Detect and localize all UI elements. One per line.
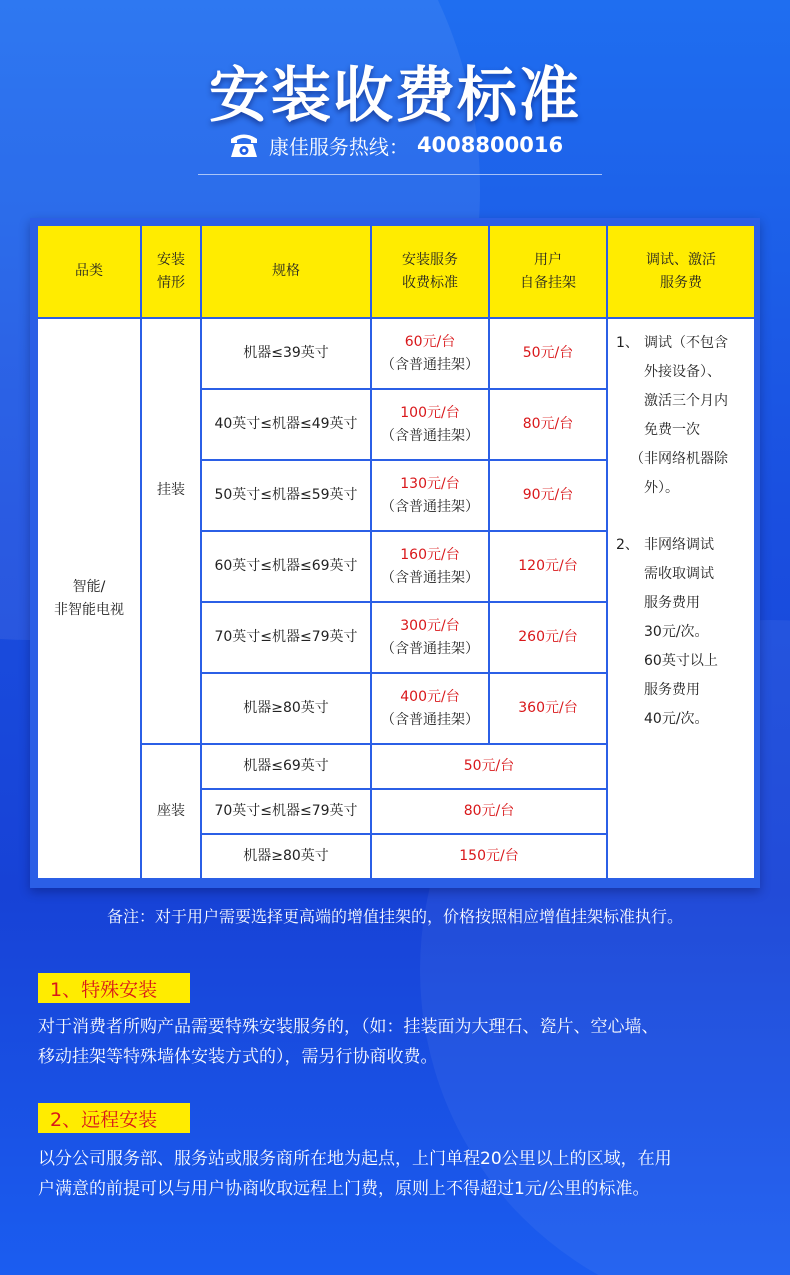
own-bracket-cell: 50元/台	[489, 318, 607, 389]
header-fee: 安装服务 收费标准	[371, 225, 489, 318]
spec-cell: 70英寸≤机器≤79英寸	[201, 789, 371, 834]
header-category: 品类	[37, 225, 141, 318]
section-tag-special-install: 1、特殊安装	[38, 973, 190, 1003]
remark-note: 备注：对于用户需要选择更高端的增值挂架的，价格按照相应增值挂架标准执行。	[106, 907, 683, 926]
spec-cell: 50英寸≤机器≤59英寸	[201, 460, 371, 531]
fee-cell: 60元/台 （含普通挂架）	[371, 318, 489, 389]
hotline-label: 康佳服务热线：	[268, 134, 409, 159]
fee-cell: 150元/台	[371, 834, 607, 879]
section-tag-remote-install: 2、远程安装	[38, 1103, 190, 1133]
spec-cell: 机器≥80英寸	[201, 834, 371, 879]
own-bracket-cell: 360元/台	[489, 673, 607, 744]
table-header-row	[37, 225, 755, 318]
fee-cell: 300元/台 （含普通挂架）	[371, 602, 489, 673]
section-text-remote-install: 以分公司服务部、服务站或服务商所在地为起点，上门单程20公里以上的区域，在用 户满意的前提可以与用户协商收取远程上门费，原则上不得超过1元/公里的标准。	[38, 1149, 672, 1199]
own-bracket-cell: 80元/台	[489, 389, 607, 460]
fee-table	[36, 224, 756, 880]
spec-cell: 60英寸≤机器≤69英寸	[201, 531, 371, 602]
seat-mount-cell: 座装	[141, 744, 201, 879]
fee-cell: 100元/台 （含普通挂架）	[371, 389, 489, 460]
own-bracket-cell: 90元/台	[489, 460, 607, 531]
header-debug-fee: 调试、激活 服务费	[607, 225, 755, 318]
note-item: 2、 非网络调试 需收取调试 服务费用 30元/次。 60英寸以上 服务费用 40元/次。	[616, 537, 718, 727]
fee-cell: 80元/台	[371, 789, 607, 834]
fee-cell: 400元/台 （含普通挂架）	[371, 673, 489, 744]
spec-cell: 机器≤39英寸	[201, 318, 371, 389]
header-divider	[198, 174, 602, 175]
fee-cell: 130元/台 （含普通挂架）	[371, 460, 489, 531]
page-title: 安装收费标准	[209, 61, 581, 131]
telephone-icon	[227, 128, 261, 162]
header-install-type: 安装 情形	[141, 225, 201, 318]
section-text-special-install: 对于消费者所购产品需要特殊安装服务的，（如：挂装面为大理石、瓷片、空心墙、 移动挂架等特殊墙体安装方式的），需另行协商收费。	[38, 1017, 659, 1067]
header-spec: 规格	[201, 225, 371, 318]
table-row	[37, 318, 755, 389]
fee-table-frame	[30, 218, 760, 888]
debug-notes-cell: 1、 调试（不包含 外接设备）、 激活三个月内 免费一次 （非网络机器除 外）。 2、 非网络调试 需收取调试 服务费用 30元/次。 60英寸以上 服务费用 40元/次。	[607, 318, 755, 879]
note-item: 1、 调试（不包含 外接设备）、 激活三个月内 免费一次	[616, 335, 728, 438]
wall-mount-cell: 挂装	[141, 318, 201, 744]
header	[0, 0, 790, 200]
fee-cell: 160元/台 （含普通挂架）	[371, 531, 489, 602]
hotline	[0, 128, 790, 162]
hotline-number: 4008800016	[416, 133, 564, 157]
spec-cell: 机器≤69英寸	[201, 744, 371, 789]
category-cell: 智能/ 非智能电视	[37, 318, 141, 879]
header-own-bracket: 用户 自备挂架	[489, 225, 607, 318]
fee-cell: 50元/台	[371, 744, 607, 789]
spec-cell: 机器≥80英寸	[201, 673, 371, 744]
own-bracket-cell: 120元/台	[489, 531, 607, 602]
own-bracket-cell: 260元/台	[489, 602, 607, 673]
spec-cell: 70英寸≤机器≤79英寸	[201, 602, 371, 673]
spec-cell: 40英寸≤机器≤49英寸	[201, 389, 371, 460]
